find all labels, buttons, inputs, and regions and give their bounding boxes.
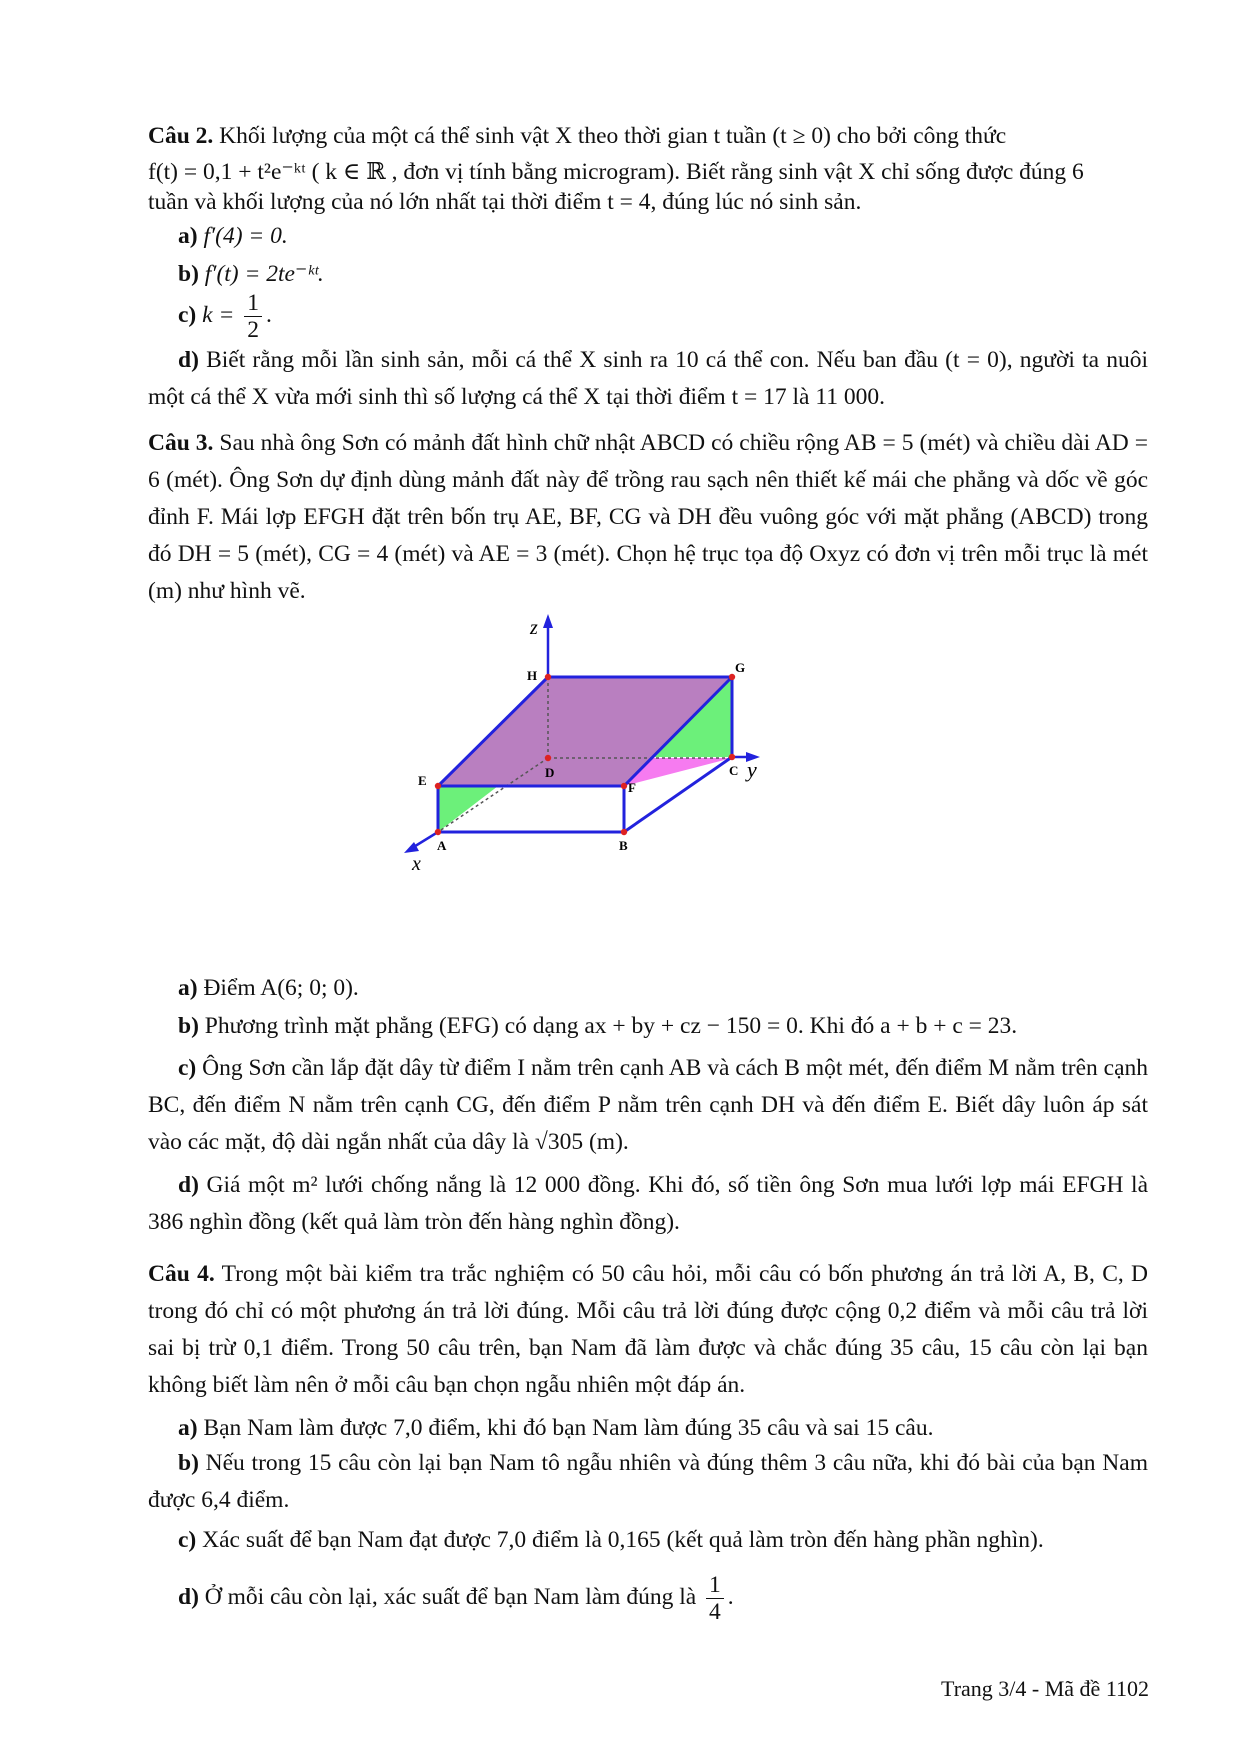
q2-b-label: b) — [178, 261, 199, 287]
q2-c-den: 2 — [247, 317, 259, 343]
q4-item-d — [178, 1572, 1148, 1625]
q3-d-text: Giá một m² lưới chống nắng là 12 000 đồng. Khi đó, số tiền ông Sơn mua lưới lợp mái EFGH là 386 nghìn đồng (kết quả làm tròn đến hàng nghìn đồng). — [148, 1172, 1149, 1235]
label-d: D — [545, 765, 555, 780]
q2-b-text: f′(t) = 2te⁻ᵏᵗ. — [204, 261, 324, 287]
label-z: z — [530, 617, 538, 639]
q2-line3 — [148, 184, 1148, 221]
q3-text: Sau nhà ông Sơn có mảnh đất hình chữ nhật ABCD có chiều rộng AB = 5 (mét) và chiều dài AD = 6 (mét). Ông Sơn dự định dùng mảnh đất này để trồng rau sạch nên thiết kế mái che phẳng và dốc về góc đỉnh F. Mái lợp EFGH đặt trên bốn trụ AE, BF, CG và DH đều vuông góc với mặt phẳng (ABCD) trong đó DH = 5 (mét), CG = 4 (mét) và AE = 3 (mét). Chọn hệ trục tọa độ Oxyz có đơn vị trên mỗi trục là mét (m) như hình vẽ. — [148, 430, 1148, 604]
label-e: E — [418, 773, 427, 788]
label-c: C — [729, 763, 739, 778]
q4-a-label: a) — [178, 1415, 198, 1441]
q4-c-text: Xác suất để bạn Nam đạt được 7,0 điểm là 0,165 (kết quả làm tròn đến hàng phần nghìn). — [202, 1527, 1044, 1553]
q3-a-text: Điểm A(6; 0; 0). — [203, 975, 359, 1001]
q4-d-num: 1 — [706, 1572, 724, 1599]
q4-d-pre: Ở mỗi câu còn lại, xác suất để bạn Nam làm đúng là — [204, 1583, 697, 1610]
q3-d-label: d) — [178, 1172, 199, 1198]
q4-d-den: 4 — [709, 1599, 721, 1625]
label-b: B — [619, 838, 628, 853]
point-b — [621, 829, 627, 835]
q2-intro — [148, 118, 1148, 155]
q2-text-line1: Khối lượng của một cá thể sinh vật X theo thời gian t tuần (t ≥ 0) cho bởi công thức — [219, 123, 1007, 149]
q4-b-label: b) — [178, 1450, 199, 1476]
point-e — [435, 783, 441, 789]
q2-a-label: a) — [178, 223, 198, 249]
q4-item-c — [178, 1522, 1148, 1559]
q3-c-text: Ông Sơn cần lắp đặt dây từ điểm I nằm trên cạnh AB và cách B một mét, đến điểm M nằm trên cạnh BC, đến điểm N nằm trên cạnh CG, đến điểm P nằm trên cạnh DH và đến điểm E. Biết dây luôn áp sát vào các mặt, độ dài ngắn nhất của dây là √305 (m). — [148, 1055, 1149, 1155]
label-f: F — [628, 780, 636, 795]
q2-item-a — [178, 218, 1148, 255]
q3-b-text: Phương trình mặt phẳng (EFG) có dạng ax + by + cz − 150 = 0. Khi đó a + b + c = 23. — [204, 1013, 1018, 1039]
q4-a-text: Bạn Nam làm được 7,0 điểm, khi đó bạn Nam làm đúng 35 câu và sai 15 câu. — [203, 1415, 934, 1441]
q2-d-text: Biết rằng mỗi lần sinh sản, mỗi cá thể X sinh ra 10 cá thể con. Nếu ban đầu (t = 0), người ta nuôi một cá thể X vừa mới sinh thì số lượng cá thể X tại thời điểm t = 17 là 11 000. — [148, 347, 1148, 410]
q4-d-label: d) — [178, 1583, 199, 1610]
q2-c-pre: k = — [202, 301, 235, 328]
q3-intro — [148, 425, 1148, 610]
q3-label: Câu 3. — [148, 430, 214, 456]
q4-text: Trong một bài kiểm tra trắc nghiệm có 50 câu hỏi, mỗi câu có bốn phương án trả lời A, B, C, D trong đó chỉ có một phương án trả lời đúng. Mỗi câu trả lời đúng được cộng 0,2 điểm và mỗi câu trả lời sai bị trừ 0,1 điểm. Trong 50 câu trên, bạn Nam đã làm được và chắc đúng 35 câu, 15 câu còn lại bạn không biết làm nên ở mỗi câu bạn chọn ngẫu nhiên một đáp án. — [148, 1261, 1148, 1398]
q4-c-label: c) — [178, 1527, 197, 1553]
q4-item-a — [178, 1410, 1148, 1447]
q2-c-num: 1 — [244, 290, 262, 317]
q3-b-label: b) — [178, 1013, 199, 1039]
point-c — [729, 754, 735, 760]
point-d — [545, 755, 551, 761]
q4-item-b — [148, 1445, 1148, 1519]
q4-b-text: Nếu trong 15 câu còn lại bạn Nam tô ngẫu nhiên và đúng thêm 3 câu nữa, khi đó bài của bạn Nam được 6,4 điểm. — [148, 1450, 1148, 1513]
q4-label: Câu 4. — [148, 1261, 215, 1287]
q4-intro — [148, 1256, 1148, 1404]
q3-item-c — [148, 1050, 1148, 1161]
q2-c-label: c) — [178, 301, 197, 328]
q2-text-line3: tuần và khối lượng của nó lớn nhất tại thời điểm t = 4, đúng lúc nó sinh sản. — [148, 189, 862, 215]
page-footer: Trang 3/4 - Mã đề 1102 — [941, 1676, 1149, 1701]
q3-item-a — [178, 970, 1148, 1007]
q4-d-fraction — [706, 1572, 724, 1625]
q2-c-fraction — [244, 290, 262, 343]
label-h: H — [527, 668, 538, 683]
label-g: G — [735, 660, 746, 675]
q2-text-line2: f(t) = 0,1 + t²e⁻ᵏᵗ ( k ∈ ℝ , đơn vị tính bằng microgram). Biết rằng sinh vật X chỉ sống được đúng 6 — [148, 159, 1084, 185]
q4-d-post: . — [727, 1583, 734, 1610]
label-a: A — [437, 838, 447, 853]
point-f — [621, 783, 627, 789]
label-x: x — [412, 853, 421, 875]
q2-item-c — [178, 290, 1148, 343]
q3-c-label: c) — [178, 1055, 197, 1081]
label-y: y — [747, 757, 757, 782]
point-a — [435, 829, 441, 835]
q2-a-text: f′(4) = 0. — [203, 223, 288, 249]
q2-item-b — [178, 256, 1148, 293]
point-h — [545, 674, 551, 680]
q2-label: Câu 2. — [148, 123, 214, 149]
q3-figure — [390, 610, 860, 975]
q2-d-label: d) — [178, 347, 199, 373]
q3-item-d — [148, 1167, 1148, 1241]
z-arrow — [543, 614, 553, 628]
q2-c-post: . — [265, 301, 272, 328]
q3-a-label: a) — [178, 975, 198, 1001]
q3-item-b — [178, 1008, 1148, 1045]
q2-item-d — [148, 342, 1148, 416]
